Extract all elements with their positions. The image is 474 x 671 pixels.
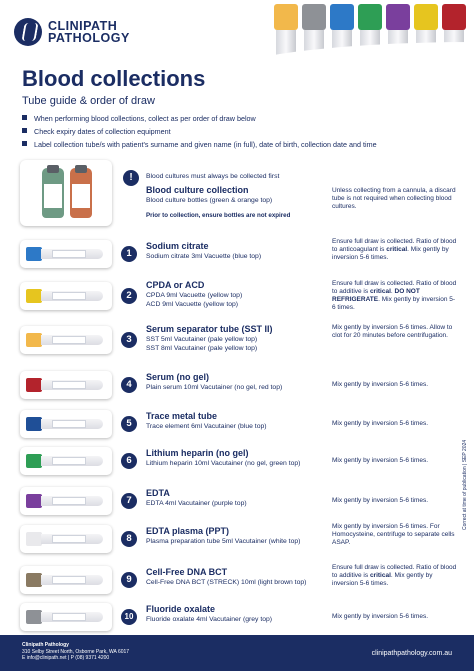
bullet-square-icon	[22, 115, 27, 120]
tube-note: Ensure full draw is collected. Ratio of blood to additive is critical. Mix gently by inversion 5-6 times.	[332, 564, 457, 587]
instruction-item: When performing blood collections, collect as per order of draw below	[22, 114, 452, 123]
tube-description: EDTA 4ml Vacutainer (purple top)	[146, 500, 247, 507]
tube-row	[20, 487, 458, 517]
order-number-badge: 8	[121, 531, 137, 547]
tube-note: Mix gently by inversion 5-6 times.	[332, 457, 429, 464]
tube-image	[20, 410, 112, 438]
instruction-list	[22, 114, 452, 153]
culture-desc: Blood culture bottles (green & orange top)	[146, 197, 273, 204]
tube-name: Serum (no gel)	[146, 372, 210, 382]
tube-cap-icon	[26, 454, 42, 468]
tube-description: CPDA 9ml Vacuette (yellow top)	[146, 292, 243, 299]
order-number-badge: 5	[121, 416, 137, 432]
tube-cap-icon	[26, 289, 42, 303]
tube-description: SST 8ml Vacutainer (pale yellow top)	[146, 345, 258, 352]
tube-name: Trace metal tube	[146, 411, 218, 421]
culture-name: Blood culture collection	[146, 185, 249, 195]
order-number-badge: 3	[121, 332, 137, 348]
tube-image	[20, 525, 112, 553]
footer-contact	[22, 642, 129, 662]
tube-cap-icon	[26, 247, 42, 261]
page-header	[0, 0, 474, 170]
tube-image	[20, 240, 112, 268]
tube-name: Fluoride oxalate	[146, 604, 216, 614]
order-number-badge: 7	[121, 493, 137, 509]
culture-row	[20, 160, 458, 226]
tube-cap-icon	[26, 417, 42, 431]
dna-logo-icon	[14, 18, 42, 46]
tube-description: SST 5ml Vacutainer (pale yellow top)	[146, 336, 258, 343]
tube-description: Cell-Free DNA BCT (STRECK) 10ml (light brown top)	[146, 579, 307, 586]
footer-phone-email: E info@clinipath.net | P (08) 9371 4200	[22, 655, 110, 661]
tube-cap-icon	[26, 610, 42, 624]
tube-note: Mix gently by inversion 5-6 times. Allow to clot for 20 minutes before centrifugation.	[332, 324, 453, 339]
tube-note: Mix gently by inversion 5-6 times.	[332, 613, 429, 620]
page-title: Blood collections	[22, 66, 206, 91]
culture-prior-note: Prior to collection, ensure bottles are not expired	[146, 212, 291, 219]
order-number-badge: 6	[121, 453, 137, 469]
tube-note: Mix gently by inversion 5-6 times.	[332, 381, 429, 388]
tube-row	[20, 326, 458, 356]
tube-row	[20, 240, 458, 270]
tube-note: Ensure full draw is collected. Ratio of blood to additive is critical. DO NOT REFRIGERATE. Mix gently by inversion 5-6 times.	[332, 280, 457, 311]
tube-image	[20, 487, 112, 515]
brand-line-1: CLINIPATH	[48, 19, 118, 33]
tube-image	[20, 326, 112, 354]
tube-image	[20, 447, 112, 475]
tube-row	[20, 566, 458, 596]
footer-address: 310 Selby Street North, Osborne Park, WA 6017	[22, 648, 130, 655]
tube-name: Lithium heparin (no gel)	[146, 448, 249, 458]
tube-name: Serum separator tube (SST II)	[146, 324, 273, 334]
footer-website-link[interactable]: clinipathpathology.com.au	[371, 650, 452, 657]
tube-row	[20, 371, 458, 401]
tube-name: Cell-Free DNA BCT	[146, 567, 228, 577]
publication-note: Correct at time of publication | SEP 2024	[462, 439, 468, 530]
tube-row	[20, 282, 458, 312]
page-subtitle: Tube guide & order of draw	[22, 95, 155, 107]
bullet-square-icon	[22, 128, 27, 133]
tube-image	[20, 603, 112, 631]
page-footer	[0, 635, 474, 671]
tube-cap-icon	[26, 494, 42, 508]
tube-cap-icon	[26, 378, 42, 392]
instruction-item: Label collection tube/s with patient's surname and given name (in full), date of birth, collection date and time	[22, 140, 452, 149]
tube-name: EDTA	[146, 488, 170, 498]
footer-company: Clinipath Pathology	[22, 642, 69, 648]
brand-line-2: PATHOLOGY	[48, 31, 130, 45]
tube-image	[20, 566, 112, 594]
tube-row	[20, 525, 458, 555]
tube-name: EDTA plasma (PPT)	[146, 526, 230, 536]
order-number-badge: 2	[121, 288, 137, 304]
tube-cap-icon	[26, 532, 42, 546]
order-number-badge: 1	[121, 246, 137, 262]
tube-note: Ensure full draw is collected. Ratio of blood to anticoagulant is critical. Mix gently by inversion 5-6 times.	[332, 238, 457, 261]
tube-row	[20, 410, 458, 440]
tube-image	[20, 371, 112, 399]
orange-culture-bottle-icon	[70, 168, 92, 218]
tube-image	[20, 282, 112, 310]
instruction-item: Check expiry dates of collection equipment	[22, 127, 452, 136]
tube-note: Mix gently by inversion 5-6 times.	[332, 420, 429, 427]
green-culture-bottle-icon	[42, 168, 64, 218]
tube-description: ACD 9ml Vacuette (yellow top)	[146, 301, 239, 308]
tube-description: Fluoride oxalate 4ml Vacutainer (grey top)	[146, 616, 273, 623]
tube-description: Lithium heparin 10ml Vacutainer (no gel, green top)	[146, 460, 301, 467]
tube-row	[20, 603, 458, 633]
culture-note: Unless collecting from a cannula, a discard tube is not required when collecting blood cultures.	[332, 187, 456, 210]
exclamation-icon: !	[123, 170, 139, 186]
tube-name: Sodium citrate	[146, 241, 209, 251]
order-number-badge: 9	[121, 572, 137, 588]
tube-description: Trace element 6ml Vacutainer (blue top)	[146, 423, 267, 430]
tube-row	[20, 447, 458, 477]
tube-note: Mix gently by inversion 5-6 times.	[332, 497, 429, 504]
clinipath-logo	[14, 18, 130, 46]
tube-cap-icon	[26, 333, 42, 347]
culture-must-text: Blood cultures must always be collected first	[146, 173, 280, 180]
order-number-badge: 4	[121, 377, 137, 393]
order-number-badge: 10	[121, 609, 137, 625]
tube-description: Sodium citrate 3ml Vacuette (blue top)	[146, 253, 262, 260]
tube-cap-icon	[26, 573, 42, 587]
tube-description: Plasma preparation tube 5ml Vacutainer (white top)	[146, 538, 301, 545]
culture-bottles-image	[20, 160, 112, 226]
bullet-square-icon	[22, 141, 27, 146]
tube-description: Plain serum 10ml Vacutainer (no gel, red top)	[146, 384, 283, 391]
tube-name: CPDA or ACD	[146, 280, 205, 290]
tube-note: Mix gently by inversion 5-6 times. For Homocysteine, centrifuge to separate cells ASAP.	[332, 523, 455, 546]
